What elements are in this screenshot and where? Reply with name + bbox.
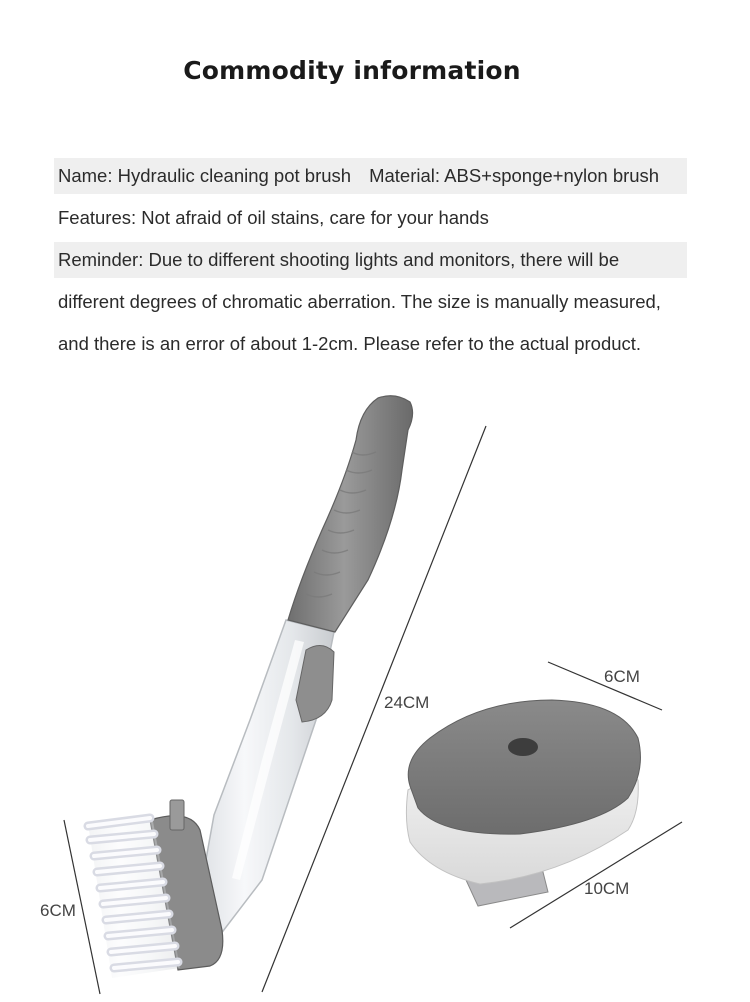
dish-brush: [88, 396, 413, 978]
handle: [288, 396, 413, 632]
reminder-text-line-3: and there is an error of about 1-2cm. Please refer to the actual product.: [58, 333, 642, 354]
material-text: Material: ABS+sponge+nylon brush: [369, 165, 660, 186]
reminder-text-line-1: Reminder: Due to different shooting lights and monitors, there will be: [54, 242, 687, 278]
features-text: Features: Not afraid of oil stains, care for your hands: [58, 207, 489, 228]
brush-width-label: 6CM: [40, 901, 76, 920]
product-illustration: [0, 380, 750, 1002]
reminder-text-line-2: different degrees of chromatic aberration. The size is manually measured,: [58, 291, 661, 312]
sponge-width-label: 6CM: [604, 667, 640, 686]
product-name-text: Name: Hydraulic cleaning pot brush: [58, 165, 352, 186]
page-title: Commodity information: [183, 56, 521, 85]
sponge-hole: [508, 738, 538, 756]
sponge-head: [406, 700, 640, 906]
brush-length-label: 24CM: [384, 693, 430, 712]
sponge-length-label: 10CM: [584, 879, 630, 898]
info-row-name-material: [54, 158, 687, 194]
